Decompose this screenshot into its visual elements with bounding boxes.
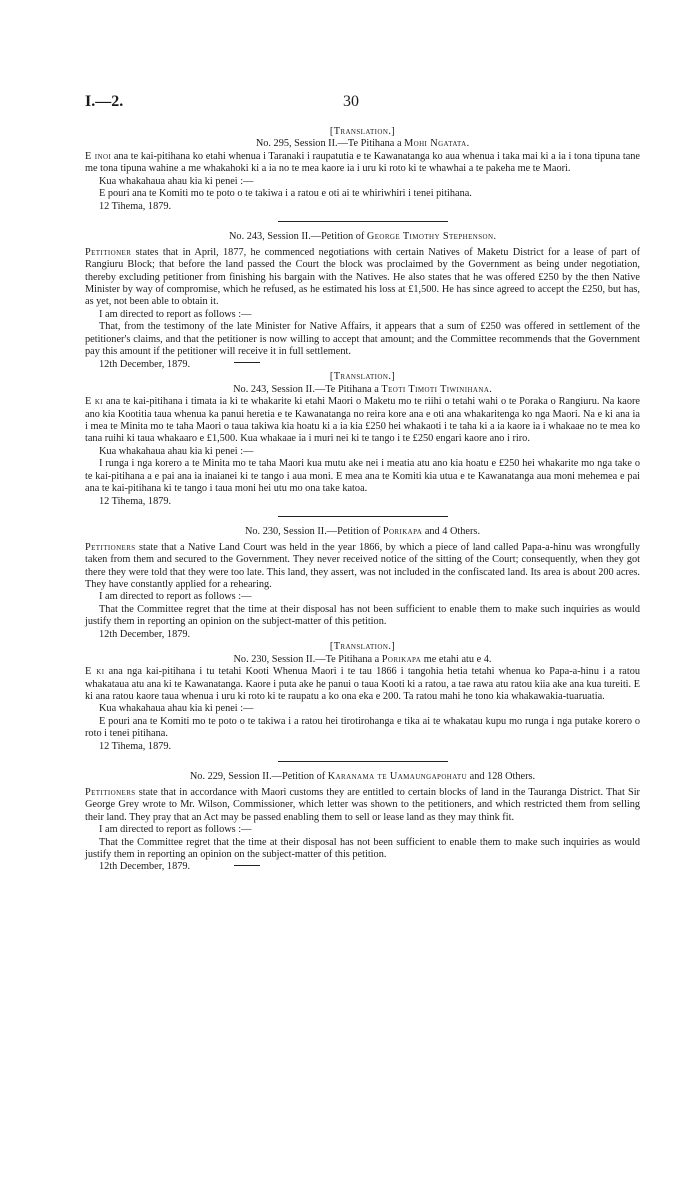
document-body: [85, 126, 640, 874]
petition-section: [85, 526, 640, 641]
report-date: 12th December, 1879.: [99, 628, 191, 640]
petition-body: E inoi ana te kai-pitihana ko etahi whenua i Taranaki i raupatutia e te Kawanatanga ko aua whenua i taka mai ki a ia i tona tipuna tane me tona tipuna wahine a me whakahoki ki a ia no te mea kaore ia i uru ki roto ki te whawhai a te pakeha me te Maori.: [85, 150, 641, 175]
petition-title: No. 230, Session II.—Petition of Porikapa and 4 Others.: [244, 526, 481, 538]
short-divider: [234, 362, 260, 363]
petition-body: Petitioners state that in accordance with Maori customs they are entitled to certain blocks of land in the Tauranga District. That Sir George Grey wrote to Mr. Wilson, Commissioner, which letter was shown to the petitioners, and which restricted them from selling their land. They pray that an Act may be passed enabling them to sell or lease land as they may think fit.: [85, 786, 640, 823]
petition-body: E ki ana nga kai-pitihana i tu tetahi Kooti Whenua Maori i te tau 1866 i tangohia hetia tetahi whenua ko Papa-a-hinu i a ratou whakataua atu ana ki te Kawanatanga. Kaore i puta ake he panui o taua Kooti ki a ratou, a tae rawa atu ratou kiia ake ana kua tureiti. E ki ana ratou kaore taua whenua i uru ki roto ki te raupatu a ko ona eka e 200. Ta ratou mahi he tono kia whakawakia-tuaruatia.: [85, 666, 641, 703]
page-number: 30: [343, 93, 359, 110]
section-divider: [278, 516, 448, 517]
translation-label: [Translation.]: [329, 641, 396, 653]
directed-line: I am directed to report as follows :—: [99, 824, 252, 836]
petition-body: E ki ana te kai-pitihana i timata ia ki te whakarite ki etahi Maori o Maketu mo te riihi o tetahi wahi o te Poraka o Rangiuru. Na kaore ano kia Kootitia taua whenua ka panui heretia e te Kawanatanga no reira kore ana e oti ana whakaritenga ko nga Maori. Na e ki ana ia i mea te Minita mo te taha Maori o taua takiwa kia hoatu ki a ia kia £250 hei whakaoti i te taha ki a ia kaore ia i whakaae no te mea ko tana ruihi ki taua whakaaro e £1,500. Kua whakaae ia i muri nei ki te tango i te £250 engari kaore ano i riro.: [85, 396, 640, 445]
section-divider: [278, 221, 448, 222]
petition-title: No. 243, Session II.—Te Pitihana a Teoti Timoti Tiwinihana.: [233, 383, 492, 395]
section-divider: [278, 761, 448, 762]
petition-body: Petitioner states that in April, 1877, he commenced negotiations with certain Natives of Maketu District for a lease of part of Rangiuru Block; that before the land passed the Court the block was proclaimed by the Government as being under negotiation, thereby excluding petitioner from finishing his bargain with the Natives. He also states that he was offered £250 by the then Native Minister by way of compromise, which he refused, as he estimated his loss at £1,500. He has since agreed to accept the £250, but has, as yet, not been able to obtain it.: [85, 246, 640, 308]
report-date: 12th December, 1879.: [85, 359, 640, 371]
directed-line: Kua whakahaua ahau kia ki penei :—: [99, 445, 254, 457]
directed-line: I am directed to report as follows :—: [99, 308, 252, 320]
petition-section: [85, 231, 640, 371]
petition-section: [85, 126, 640, 213]
petition-title: No. 229, Session II.—Petition of Karanama te Uamaungapohatu and 128 Others.: [189, 771, 536, 783]
committee-report: That the Committee regret that the time at their disposal has not been sufficient to enable them to make such inquiries as would justify them in reporting an opinion on the subject-matter of this petition.: [85, 836, 640, 861]
petition-section: [85, 641, 640, 753]
petition-title: No. 295, Session II.—Te Pitihana a Mohi Ngatata.: [255, 138, 470, 150]
petition-section: [85, 771, 640, 874]
page-header: [85, 93, 640, 115]
petition-section: [85, 371, 640, 508]
petition-title: No. 230, Session II.—Te Pitihana a Porikapa me etahi atu e 4.: [233, 653, 492, 665]
directed-line: I am directed to report as follows :—: [99, 591, 252, 603]
report-date: 12th December, 1879.: [85, 861, 640, 873]
report-date: 12 Tihema, 1879.: [99, 200, 172, 212]
committee-report: E pouri ana te Komiti mo te poto o te takiwa i a ratou e oti ai te whiriwhiri i tenei pitihana.: [99, 188, 472, 200]
directed-line: Kua whakahaua ahau kia ki penei :—: [99, 703, 254, 715]
translation-label: [Translation.]: [329, 126, 396, 137]
document-reference: I.—2.: [85, 93, 124, 110]
committee-report: I runga i nga korero a te Minita mo te taha Maori kua mutu ake nei i meatia atu ano kia hoatu e £250 hei whakarite mo nga take o te kai-pitihana a e pai ana ia inaianei ki te tango i aua moni. E mea ana te Komiti kia utua e te Kawanatanga aua moni mehemea e pai ana te kai-pitihana ki te tango i taua moni hei utu mo ona take katoa.: [85, 458, 640, 495]
petition-title: No. 243, Session II.—Petition of George Timothy Stephenson.: [228, 231, 497, 243]
committee-report: That, from the testimony of the late Minister for Native Affairs, it appears that a sum of £250 was offered in settlement of the petitioner's claims, and that the petitioner is now willing to accept that amount; and the Committee recommends that the Government pay this amount if the petitioner will receive it in full settlement.: [85, 321, 640, 358]
committee-report: E pouri ana te Komiti mo te poto o te takiwa i a ratou hei tirotirohanga e tika ai te whakatau kupu mo runga i nga putake korero o roto i tenei pitihana.: [85, 715, 640, 740]
petition-body: Petitioners state that a Native Land Court was held in the year 1866, by which a piece of land called Papa-a-hinu was wrongfully taken from them and secured to the Government. They never received notice of the sitting of the Court; consequently, when they got there they were told that they were too late. This land, they assert, was not included in the confiscated land. Its area is about 200 acres. They have constantly applied for a rehearing.: [85, 541, 640, 590]
short-divider: [234, 865, 260, 866]
committee-report: That the Committee regret that the time at their disposal has not been sufficient to enable them to make such inquiries as would justify them in reporting an opinion on the subject-matter of this petition.: [85, 603, 640, 628]
report-date: 12 Tihema, 1879.: [99, 740, 172, 752]
report-date: 12 Tihema, 1879.: [99, 495, 172, 507]
translation-label: [Translation.]: [329, 371, 396, 383]
directed-line: Kua whakahaua ahau kia ki penei :—: [99, 175, 254, 187]
